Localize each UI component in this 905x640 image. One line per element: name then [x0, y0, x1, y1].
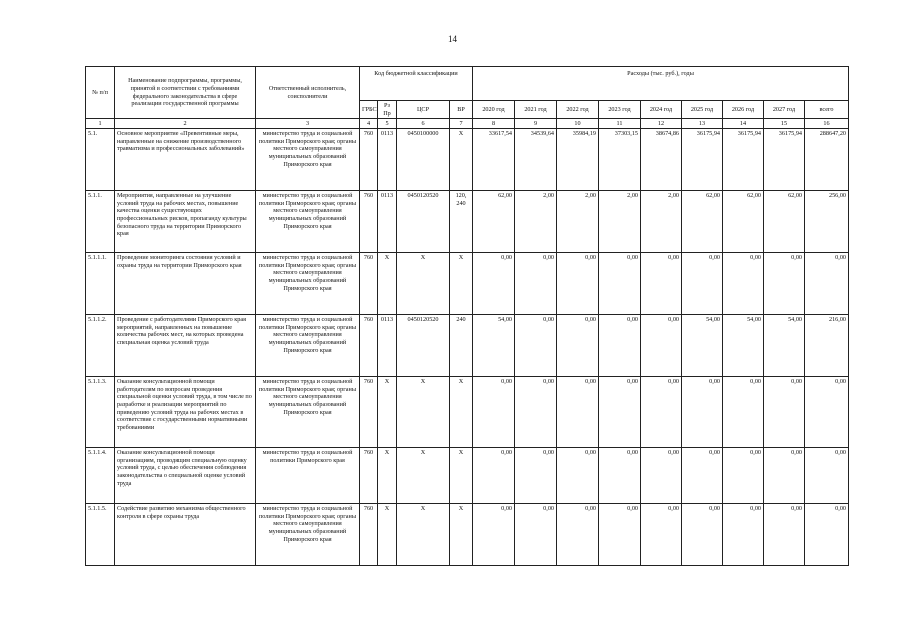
- rzpr-code: X: [378, 253, 397, 315]
- expense-value: 0,00: [641, 448, 682, 504]
- activity-name: Проведение с работодателями Приморского края мероприятий, направленных на повышение количества рабочих мест, на которых проведена специальная оценка условий труда: [115, 315, 256, 377]
- expense-value: 62,00: [723, 191, 764, 253]
- expense-value: 0,00: [641, 253, 682, 315]
- rzpr-code: 0113: [378, 315, 397, 377]
- table-row: [86, 448, 849, 504]
- row-number: 5.1.1.4.: [86, 448, 115, 504]
- expense-value: 0,00: [764, 504, 805, 566]
- expense-value: 0,00: [723, 253, 764, 315]
- row-number: 5.1.1.: [86, 191, 115, 253]
- activity-name: Содействие развитию механизма общественного контроля в сфере охраны труда: [115, 504, 256, 566]
- expense-value: 0,00: [515, 448, 557, 504]
- expense-value: 0,00: [599, 253, 641, 315]
- table-row: [86, 504, 849, 566]
- expense-value: 36175,94: [682, 129, 723, 191]
- row-number: 5.1.: [86, 129, 115, 191]
- expense-value: 38674,86: [641, 129, 682, 191]
- expense-value: 62,00: [764, 191, 805, 253]
- expenditure-table: [85, 66, 849, 566]
- expense-value: 0,00: [599, 315, 641, 377]
- rzpr-code: X: [378, 504, 397, 566]
- column-number: 2: [115, 119, 256, 129]
- column-numbers-row: [86, 119, 849, 129]
- vr-code: X: [450, 253, 473, 315]
- expense-value: 34539,64: [515, 129, 557, 191]
- executor: министерство труда и социальной политики Приморского края; органы местного самоуправления муниципальных образований Приморского края: [256, 253, 360, 315]
- expense-total: 216,00: [805, 315, 849, 377]
- column-number: 16: [805, 119, 849, 129]
- expense-value: 0,00: [557, 253, 599, 315]
- expense-value: 0,00: [515, 504, 557, 566]
- executor: министерство труда и социальной политики Приморского края; органы местного самоуправления муниципальных образований Приморского края: [256, 191, 360, 253]
- expense-value: 0,00: [557, 504, 599, 566]
- expense-value: 0,00: [557, 315, 599, 377]
- activity-name: Мероприятия, направленные на улучшение условий труда на рабочих местах, повышение качества оценки существующих профессиональных рисков, пропаганду культуры безопасного труда на территории Приморского края: [115, 191, 256, 253]
- expense-value: 0,00: [641, 315, 682, 377]
- activity-name: Оказание консультационной помощи работодателям по вопросам проведения специальной оценки условий труда, в том числе по разработке и реализации мероприятий по приведению условий труда на рабочих местах в соответствие с государственными нормативными требованиями: [115, 377, 256, 448]
- expense-value: 0,00: [641, 504, 682, 566]
- expense-value: 0,00: [723, 448, 764, 504]
- expense-total: 256,00: [805, 191, 849, 253]
- expense-value: 0,00: [515, 253, 557, 315]
- csr-code: X: [397, 253, 450, 315]
- expense-value: 2,00: [599, 191, 641, 253]
- rzpr-code: X: [378, 377, 397, 448]
- expense-value: 0,00: [764, 448, 805, 504]
- grbs-code: 760: [360, 253, 378, 315]
- grbs-code: 760: [360, 315, 378, 377]
- table-row: [86, 315, 849, 377]
- header-year: 2027 год: [764, 101, 805, 119]
- activity-name: Оказание консультационной помощи организациям, проводящим специальную оценку условий труда, с целью обеспечения соблюдения законодательства о специальной оценке условий труда: [115, 448, 256, 504]
- header-executor: Ответственный исполнитель, соисполнители: [256, 67, 360, 119]
- table-row: [86, 377, 849, 448]
- expense-value: 0,00: [682, 253, 723, 315]
- expense-value: 0,00: [599, 448, 641, 504]
- header-year: 2025 год: [682, 101, 723, 119]
- expense-value: 0,00: [473, 448, 515, 504]
- column-number: 7: [450, 119, 473, 129]
- expense-value: 0,00: [764, 253, 805, 315]
- column-number: 9: [515, 119, 557, 129]
- csr-code: X: [397, 504, 450, 566]
- column-number: 5: [378, 119, 397, 129]
- header-year: 2020 год: [473, 101, 515, 119]
- csr-code: X: [397, 377, 450, 448]
- executor: министерство труда и социальной политики Приморского края; органы местного самоуправления муниципальных образований Приморского края: [256, 377, 360, 448]
- expense-value: 0,00: [557, 448, 599, 504]
- expense-value: 0,00: [515, 315, 557, 377]
- column-number: 15: [764, 119, 805, 129]
- csr-code: 0450120520: [397, 191, 450, 253]
- expense-value: 54,00: [764, 315, 805, 377]
- header-name: Наименование подпрограммы, программы, принятой в соответствии с требованиями федерального законодательства в сфере реализации государственной программы: [115, 67, 256, 119]
- header-csr: ЦСР: [397, 101, 450, 119]
- header-year: 2022 год: [557, 101, 599, 119]
- expense-value: 54,00: [723, 315, 764, 377]
- expense-value: 2,00: [557, 191, 599, 253]
- row-number: 5.1.1.2.: [86, 315, 115, 377]
- expense-value: 35984,19: [557, 129, 599, 191]
- column-number: 13: [682, 119, 723, 129]
- expense-value: 0,00: [473, 253, 515, 315]
- column-number: 11: [599, 119, 641, 129]
- vr-code: 120, 240: [450, 191, 473, 253]
- column-number: 14: [723, 119, 764, 129]
- expense-value: 0,00: [764, 377, 805, 448]
- expense-value: 0,00: [473, 377, 515, 448]
- grbs-code: 760: [360, 448, 378, 504]
- column-number: 3: [256, 119, 360, 129]
- expense-total: 0,00: [805, 504, 849, 566]
- header-num: № п/п: [86, 67, 115, 119]
- expense-value: 0,00: [723, 377, 764, 448]
- row-number: 5.1.1.5.: [86, 504, 115, 566]
- column-number: 6: [397, 119, 450, 129]
- expense-value: 36175,94: [764, 129, 805, 191]
- executor: министерство труда и социальной политики Приморского края; органы местного самоуправления муниципальных образований Приморского края: [256, 129, 360, 191]
- csr-code: 0450120520: [397, 315, 450, 377]
- expense-value: 54,00: [682, 315, 723, 377]
- activity-name: Проведение мониторинга состояния условий и охраны труда на территории Приморского края: [115, 253, 256, 315]
- rzpr-code: X: [378, 448, 397, 504]
- executor: министерство труда и социальной политики Приморского края: [256, 448, 360, 504]
- header-year: 2024 год: [641, 101, 682, 119]
- vr-code: X: [450, 448, 473, 504]
- expense-value: 0,00: [473, 504, 515, 566]
- vr-code: X: [450, 504, 473, 566]
- column-number: 1: [86, 119, 115, 129]
- header-row-1: [86, 67, 849, 101]
- expense-value: 0,00: [515, 377, 557, 448]
- executor: министерство труда и социальной политики Приморского края; органы местного самоуправления муниципальных образований Приморского края: [256, 315, 360, 377]
- table-row: [86, 253, 849, 315]
- header-year: 2021 год: [515, 101, 557, 119]
- expense-value: 36175,94: [723, 129, 764, 191]
- grbs-code: 760: [360, 191, 378, 253]
- expense-value: 0,00: [682, 448, 723, 504]
- expense-value: 62,00: [473, 191, 515, 253]
- expense-value: 54,00: [473, 315, 515, 377]
- expense-value: 2,00: [641, 191, 682, 253]
- grbs-code: 760: [360, 377, 378, 448]
- column-number: 4: [360, 119, 378, 129]
- expense-value: 0,00: [682, 504, 723, 566]
- table-body: [86, 129, 849, 566]
- csr-code: 0450100000: [397, 129, 450, 191]
- header-kbk: Код бюджетной классификации: [360, 67, 473, 101]
- expense-value: 62,00: [682, 191, 723, 253]
- rzpr-code: 0113: [378, 191, 397, 253]
- expense-value: 0,00: [682, 377, 723, 448]
- expense-value: 0,00: [723, 504, 764, 566]
- header-vr: ВР: [450, 101, 473, 119]
- executor: министерство труда и социальной политики Приморского края; органы местного самоуправления муниципальных образований Приморского края: [256, 504, 360, 566]
- expense-value: 0,00: [641, 377, 682, 448]
- header-grbs: ГРБС: [360, 101, 378, 119]
- row-number: 5.1.1.3.: [86, 377, 115, 448]
- expense-value: 0,00: [599, 504, 641, 566]
- expense-value: 37303,15: [599, 129, 641, 191]
- vr-code: X: [450, 129, 473, 191]
- row-number: 5.1.1.1.: [86, 253, 115, 315]
- column-number: 8: [473, 119, 515, 129]
- csr-code: X: [397, 448, 450, 504]
- expense-total: 0,00: [805, 448, 849, 504]
- expense-total: 288647,20: [805, 129, 849, 191]
- page-number: 14: [448, 34, 457, 44]
- activity-name: Основное мероприятие «Превентивные меры, направленные на снижение производственного травматизма и профессиональных заболеваний»: [115, 129, 256, 191]
- column-number: 12: [641, 119, 682, 129]
- header-year: 2023 год: [599, 101, 641, 119]
- table-row: [86, 191, 849, 253]
- header-year: 2026 год: [723, 101, 764, 119]
- rzpr-code: 0113: [378, 129, 397, 191]
- header-rzpr: Рз Пр: [378, 101, 397, 119]
- column-number: 10: [557, 119, 599, 129]
- header-expenses: Расходы (тыс. руб.), годы: [473, 67, 849, 101]
- vr-code: X: [450, 377, 473, 448]
- grbs-code: 760: [360, 129, 378, 191]
- expense-value: 33617,54: [473, 129, 515, 191]
- table-row: [86, 129, 849, 191]
- expense-value: 0,00: [599, 377, 641, 448]
- vr-code: 240: [450, 315, 473, 377]
- expense-value: 0,00: [557, 377, 599, 448]
- expense-value: 2,00: [515, 191, 557, 253]
- header-total: всего: [805, 101, 849, 119]
- expense-total: 0,00: [805, 377, 849, 448]
- grbs-code: 760: [360, 504, 378, 566]
- expense-total: 0,00: [805, 253, 849, 315]
